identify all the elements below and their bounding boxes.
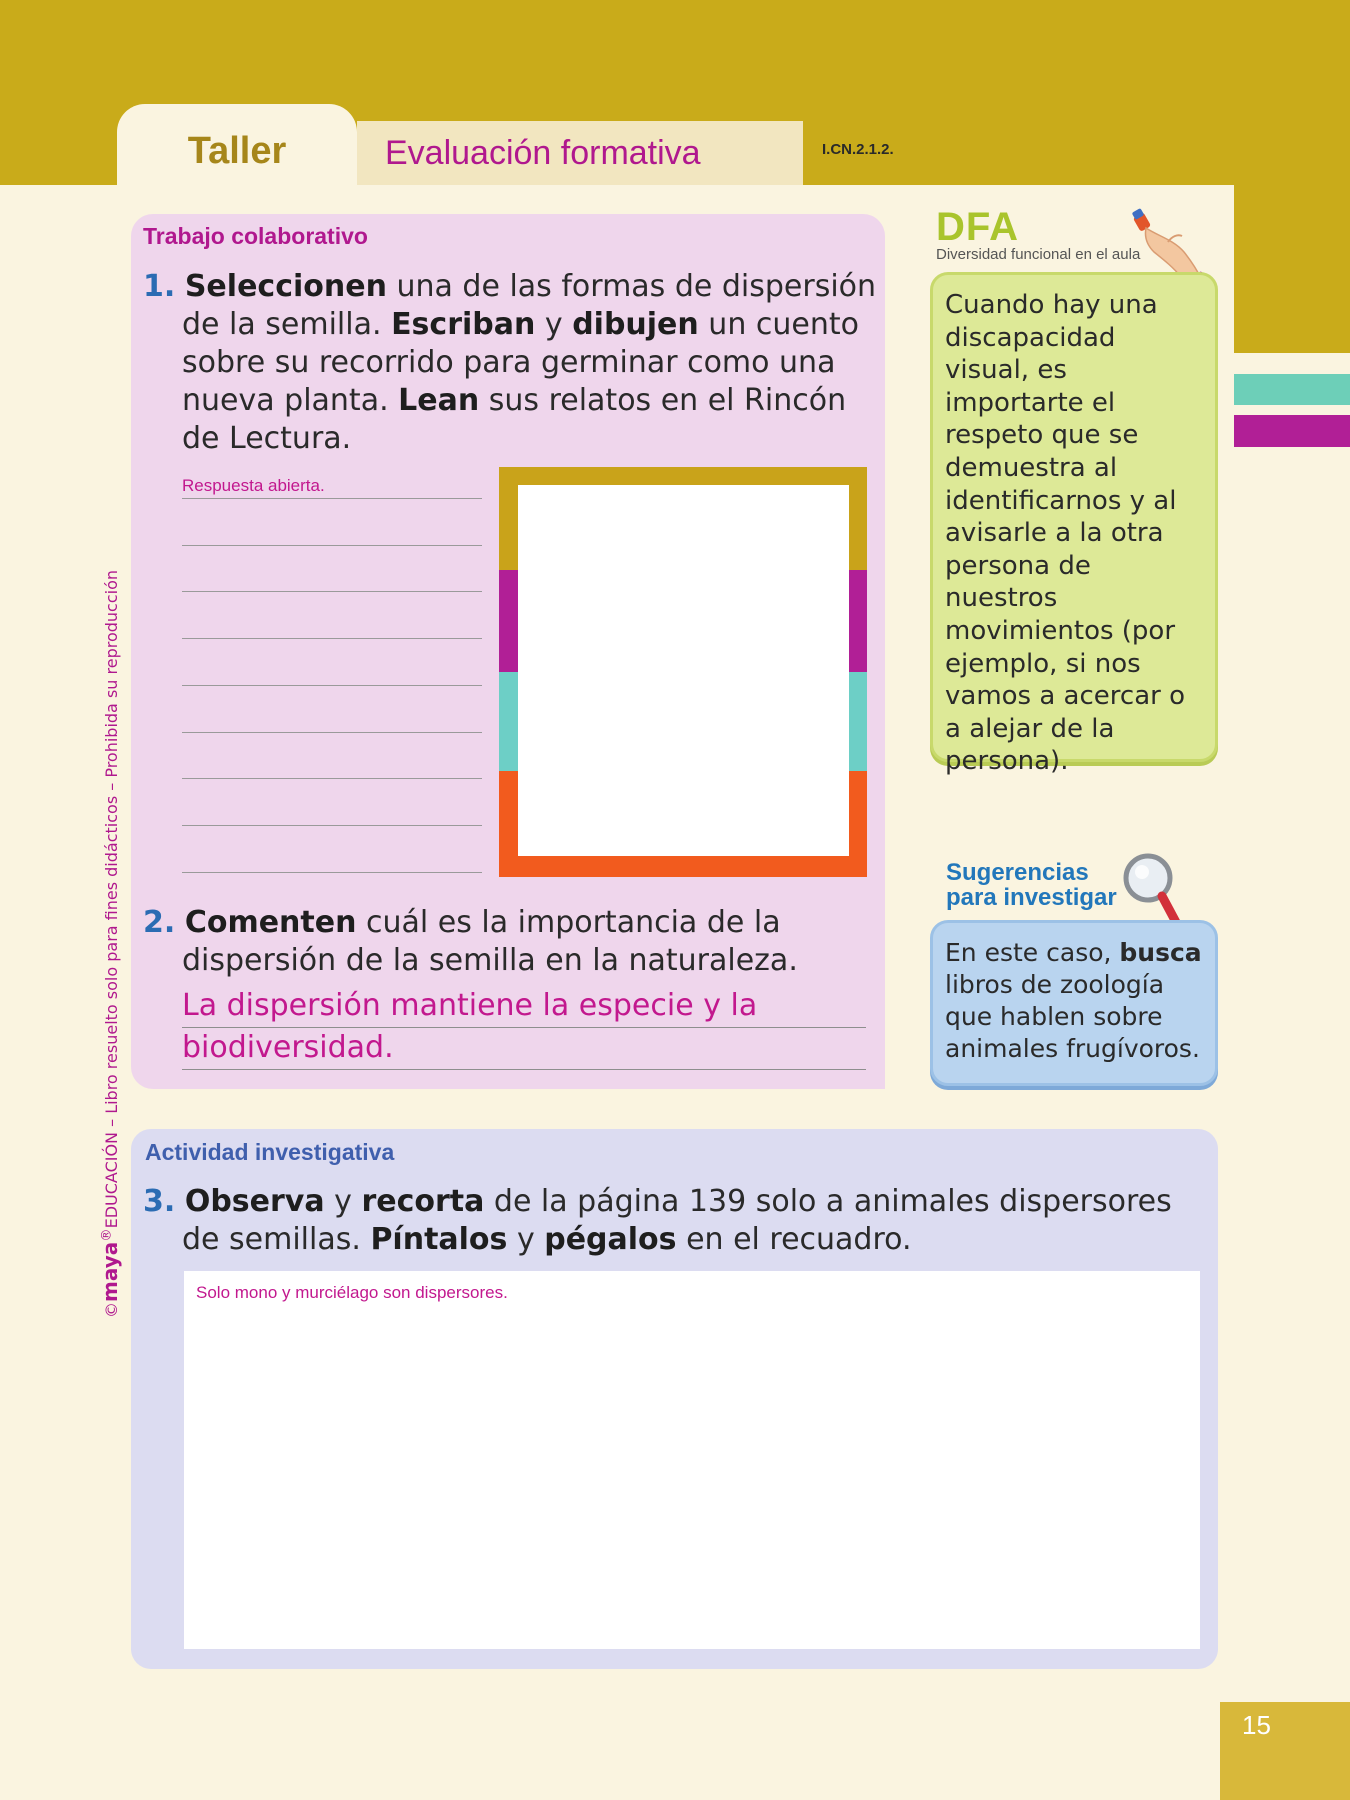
question-1-run-2: Escriban (391, 307, 536, 342)
question-2-number: 2. (143, 905, 176, 940)
question-2-run-1: cuál es la importancia de la dispersión de la semilla en la naturaleza. (182, 905, 798, 978)
copyright-note (98, 570, 122, 1318)
question-3-run-4: Píntalos (370, 1222, 508, 1257)
suggestions-title-line-1: Sugerencias (946, 859, 1089, 886)
curriculum-code: I.CN.2.1.2. (822, 141, 894, 158)
suggestions-box (930, 920, 1218, 1086)
tab-evaluacion-formativa (357, 121, 803, 185)
answer-line[interactable] (182, 638, 482, 639)
suggestions-title-line-2: para investigar (946, 884, 1117, 911)
registered-mark: ® (99, 1228, 115, 1242)
drawing-area[interactable] (518, 485, 849, 856)
question-2-run-0: Comenten (184, 905, 357, 940)
answer-line[interactable] (182, 872, 482, 873)
paste-area[interactable] (184, 1271, 1200, 1649)
answer-line[interactable] (182, 498, 482, 499)
dfa-text: Cuando hay una discapacidad visual, es importarte el respeto que se demuestra al identificarnos y al avisarle a la otra persona de nuestros movimientos (por ejemplo, si nos vamos a acercar o a alejar de la persona). (945, 290, 1185, 777)
copyright-symbol: © (102, 1302, 121, 1318)
question-2-text (182, 905, 798, 978)
teal-stripe (1234, 374, 1350, 405)
answer-line[interactable] (182, 778, 482, 779)
answer-2-line-2[interactable]: biodiversidad. (182, 1027, 866, 1070)
question-3-run-5: y (507, 1222, 545, 1257)
answer-line[interactable] (182, 825, 482, 826)
dfa-logo: DFA (936, 205, 1019, 249)
question-2 (143, 904, 883, 980)
question-1-run-6: Lean (398, 383, 480, 418)
question-1-text (182, 269, 876, 456)
question-3-run-6: pégalos (544, 1222, 677, 1257)
dfa-subtitle: Diversidad funcional en el aula (936, 246, 1141, 263)
question-3-run-3: de la página 139 solo a animales dispersores de semillas. (182, 1184, 1172, 1257)
question-3-text (182, 1184, 1172, 1257)
question-1-run-5: un cuento sobre su recorrido para germinar como una nueva planta. (182, 307, 859, 418)
question-3-number: 3. (143, 1184, 176, 1219)
question-3 (143, 1183, 1203, 1259)
answer-line[interactable] (182, 545, 482, 546)
question-1-number: 1. (143, 269, 176, 304)
question-3-run-1: y (324, 1184, 362, 1219)
question-1-run-1: una de las formas de dispersión de la semilla. (182, 269, 877, 342)
tab-taller-label: Taller (187, 129, 287, 172)
question-1-run-4: dibujen (572, 307, 699, 342)
drawing-frame[interactable] (499, 467, 867, 877)
question-1 (143, 268, 883, 458)
answer-2-line-1[interactable]: La dispersión mantiene la especie y la (182, 985, 866, 1028)
question-1-run-3: y (535, 307, 573, 342)
page-number: 15 (1242, 1710, 1271, 1740)
answer-line[interactable] (182, 732, 482, 733)
investigative-title: Actividad investigativa (145, 1139, 395, 1165)
answer-line[interactable] (182, 685, 482, 686)
collaborative-title: Trabajo colaborativo (143, 223, 368, 249)
question-3-run-7: en el recuadro. (676, 1222, 912, 1257)
right-gold-band (1234, 185, 1350, 353)
suggestions-bold-word: busca (1119, 938, 1202, 967)
question-3-run-0: Observa (184, 1184, 325, 1219)
brand-name: maya (98, 1241, 122, 1302)
question-1-run-7: sus relatos en el Rincón de Lectura. (182, 383, 847, 456)
magenta-stripe (1234, 415, 1350, 447)
suggestions-title (946, 860, 1117, 910)
open-answer-note: Respuesta abierta. (182, 476, 325, 495)
page-number-box (1220, 1702, 1350, 1800)
question-3-run-2: recorta (361, 1184, 485, 1219)
tab-evaluacion-label: Evaluación formativa (385, 133, 701, 172)
suggestions-text: En este caso, busca libros de zoología que hablen sobre animales frugívoros. (945, 938, 1202, 1063)
paste-area-answer: Solo mono y murciélago son dispersores. (196, 1283, 508, 1302)
question-1-run-0: Seleccionen (184, 269, 387, 304)
dfa-box (930, 272, 1218, 777)
answer-line[interactable] (182, 591, 482, 592)
copyright-text: EDUCACIÓN – Libro resuelto solo para fines didácticos – Prohibida su reproducción (102, 569, 121, 1229)
tab-taller (117, 104, 357, 186)
